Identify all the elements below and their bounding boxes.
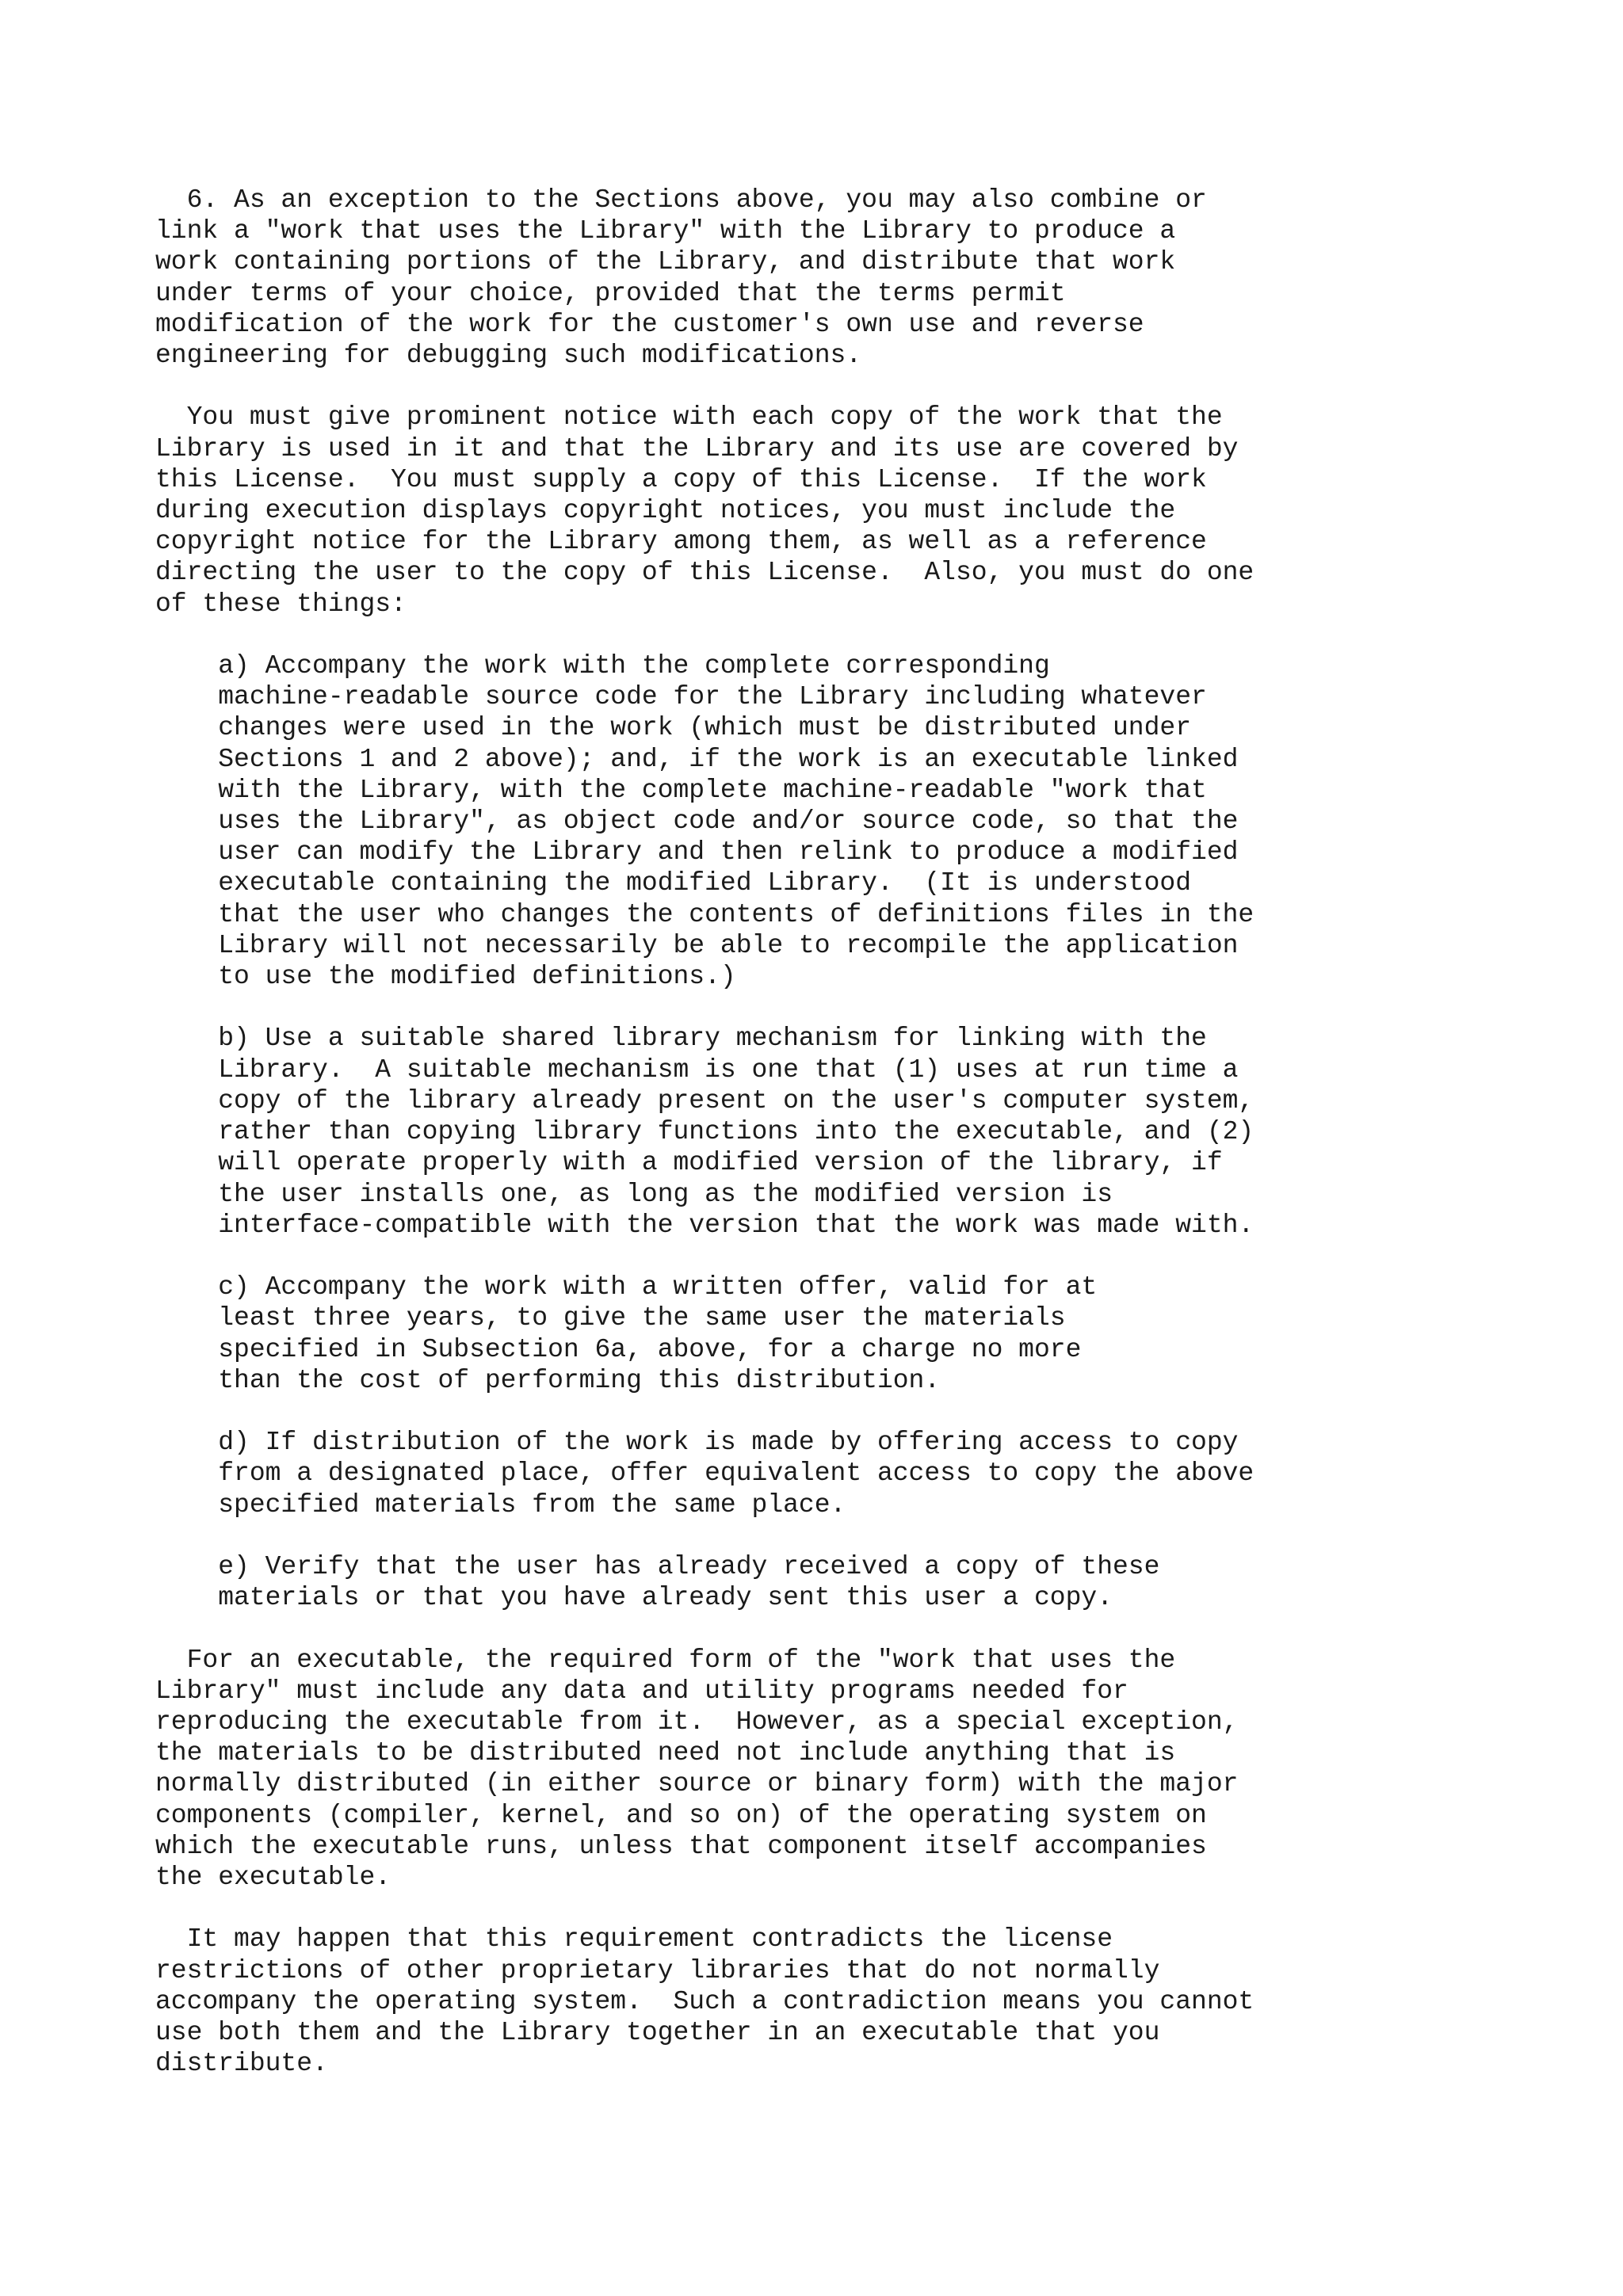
notice-requirements-paragraph: You must give prominent notice with each copy of the work that the Library is used in it and that the Library and its use are covered by this License. You must supply a copy of this License. If the work during execution displays copyright notices, you must include the copyright notice for the Library among them, as well as a reference directing the user to the copy of this License. Also, you must do one of these things: — [155, 402, 1254, 619]
blank-line — [155, 1396, 1582, 1427]
executable-form-paragraph: For an executable, the required form of the "work that uses the Library" must include any data and utility programs needed for reproducing the executable from it. However, as a special exception, the materials to be distributed need not include anything that is normally distributed (in either source or binary form) with the major components (compiler, kernel, and so on) of the operating system on which the executable runs, unless that component itself accompanies the executable. — [155, 1645, 1239, 1892]
option-d-paragraph: d) If distribution of the work is made by offering access to copy from a designated place, offer equivalent access to copy the above specified materials from the same place. — [218, 1428, 1254, 1520]
blank-line — [155, 1893, 1582, 1924]
blank-line — [155, 371, 1582, 402]
blank-line — [155, 1520, 1582, 1551]
option-b-paragraph: b) Use a suitable shared library mechanism for linking with the Library. A suitable mechanism is one that (1) uses at run time a copy of the library already present on the user's computer system, rather than copying library functions into the executable, and (2) will operate properly with a modified version of the library, if the user installs one, as long as the modified version is interface-compatible with the version that the work was made with. — [218, 1024, 1254, 1240]
option-c-paragraph: c) Accompany the work with a written offer, valid for at least three years, to give the same user the materials specified in Subsection 6a, above, for a charge no more than the cost of performing this distribution. — [218, 1272, 1098, 1395]
blank-line — [155, 620, 1582, 650]
section-6-intro-paragraph: 6. As an exception to the Sections above, you may also combine or link a "work that uses the Library" with the Library to produce a work containing portions of the Library, and distribute that work under terms of your choice, provided that the terms permit modification of the work for the customer's own use and reverse engineering for debugging such modifications. — [155, 185, 1207, 371]
blank-line — [155, 1613, 1582, 1644]
blank-line — [155, 992, 1582, 1023]
option-a-paragraph: a) Accompany the work with the complete corresponding machine-readable source code for the Library including whatever changes were used in the work (which must be distributed under Sections 1 and 2 above); and, if the work is an executable linked with the Library, with the complete machine-readable "work that uses the Library", as object code and/or source code, so that the user can modify the Library and then relink to produce a modified executable containing the modified Library. (It is understood that the user who changes the contents of definitions files in the Library will not necessarily be able to recompile the application to use the modified definitions.) — [218, 651, 1254, 992]
contradiction-paragraph: It may happen that this requirement contradicts the license restrictions of other proprietary libraries that do not normally accompany the operating system. Such a contradiction means you cannot use both them and the Library together in an executable that you distribute. — [155, 1924, 1254, 2079]
blank-line — [155, 1241, 1582, 1272]
option-e-paragraph: e) Verify that the user has already received a copy of these materials or that you have already sent this user a copy. — [218, 1551, 1160, 1613]
document-page — [155, 185, 1582, 2079]
